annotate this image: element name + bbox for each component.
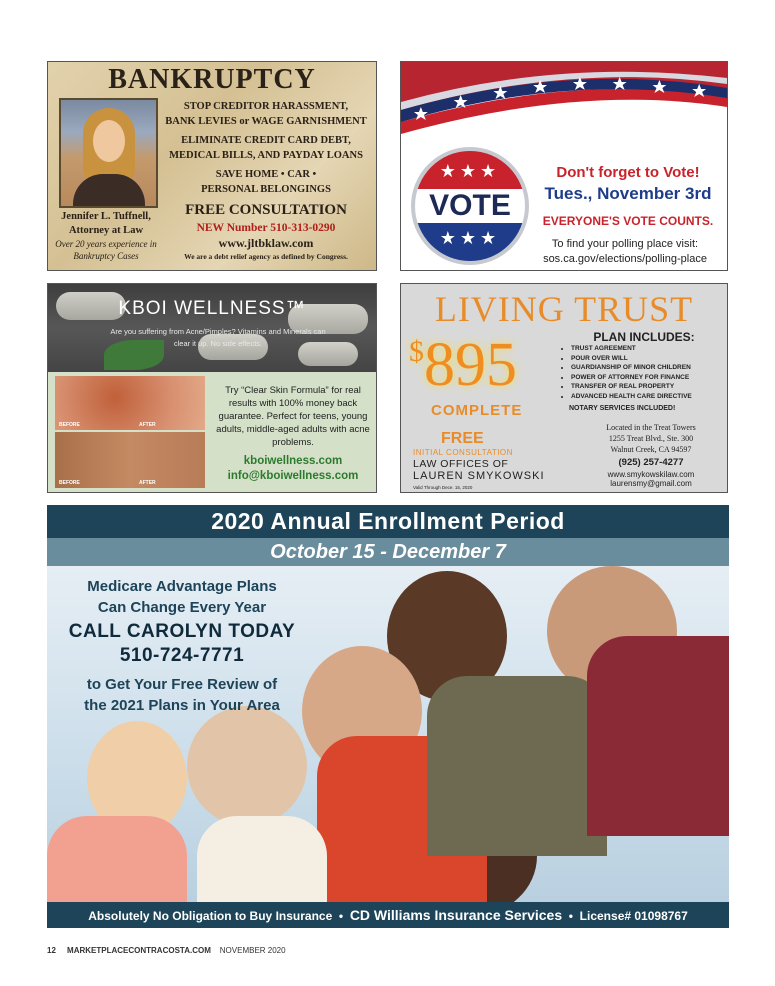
initial-consultation: INITIAL CONSULTATION [413, 448, 513, 457]
bankruptcy-title: BANKRUPTCY [108, 64, 316, 95]
kboi-website-link[interactable]: kboiwellness.com [243, 455, 343, 467]
election-date: Tues., November 3rd [544, 184, 712, 203]
polling-link[interactable]: sos.ca.gov/elections/polling-place [543, 253, 707, 265]
kboi-email-link[interactable]: info@kboiwellness.com [227, 470, 359, 482]
enrollment-footer: Absolutely No Obligation to Buy Insurance • CD Williams Insurance Services • License# 01098767 [47, 902, 729, 928]
kboi-wellness-ad [47, 283, 377, 493]
attorney-photo [59, 98, 158, 208]
email-link[interactable]: laurensmy@gmail.com [610, 479, 692, 488]
complete-label: COMPLETE [431, 402, 523, 419]
phone-number[interactable]: NEW Number 510-313-0290 [196, 222, 336, 234]
website-link[interactable]: www.jltbklaw.com [218, 236, 314, 250]
star-icon: ★★★ [415, 151, 525, 189]
phone-number[interactable]: 510-724-7771 [119, 645, 245, 666]
enrollment-ad [47, 505, 729, 928]
kboi-description: Try “Clear Skin Formula” for real results with 100% money back guarantee. Perfect for teens, young adults, middle-aged adults with acne problems. [216, 385, 370, 448]
living-trust-ad [400, 283, 728, 493]
vote-slogan: EVERYONE'S VOTE COUNTS. [542, 214, 714, 228]
list-item: • TRANSFER OF REAL PROPERTY [571, 382, 692, 392]
price: $895 [409, 331, 517, 399]
call-text: CALL CAROLYN TODAY 510-724-7771 [47, 620, 317, 668]
plan-includes: PLAN INCLUDES: [593, 330, 695, 344]
attorney-experience: Over 20 years experience in Bankruptcy Cases [55, 239, 157, 261]
law-offices: LAW OFFICES OF [413, 458, 509, 470]
valid-through: Valid Through Dece. 15, 2020 [413, 485, 473, 490]
kboi-header [48, 284, 376, 372]
vote-ad [400, 61, 728, 271]
plan-items [559, 344, 692, 401]
lawyer-contact [581, 470, 721, 488]
flag-banner [401, 62, 727, 162]
enrollment-title: 2020 Annual Enrollment Period [47, 505, 729, 538]
list-item: • ADVANCED HEALTH CARE DIRECTIVE [571, 392, 692, 402]
page-number: 12 [47, 946, 56, 955]
polling-info: To find your polling place visit: sos.ca.gov/elections/polling-place [521, 237, 728, 267]
kboi-contact [212, 454, 374, 484]
before-after-photo: BEFORE AFTER [55, 432, 205, 488]
list-item: • POWER OF ATTORNEY FOR FINANCE [571, 373, 692, 383]
page-footer [47, 946, 286, 955]
vote-badge: ★★★ VOTE ★★★ [411, 147, 529, 265]
vote-reminder: Don't forget to Vote! [556, 164, 700, 181]
before-after-photo: BEFORE AFTER [55, 376, 205, 430]
enrollment-dates: October 15 - December 7 [47, 538, 729, 566]
bankruptcy-services: STOP CREDITOR HARASSMENT, BANK LEVIES or WAGE GARNISHMENT ELIMINATE CREDIT CARD DEBT, MEDICAL BILLS, AND PAYDAY LOANS SAVE HOME • CAR • PERSONAL BELONGINGS [165, 101, 367, 195]
issue-date: NOVEMBER 2020 [219, 946, 286, 955]
free-consultation: FREE CONSULTATION [185, 202, 347, 218]
notary-note: NOTARY SERVICES INCLUDED! [569, 405, 676, 412]
bankruptcy-ad [47, 61, 377, 271]
free-label: FREE [441, 430, 484, 447]
site-name[interactable]: MARKETPLACECONTRACOSTA.COM [67, 946, 211, 955]
debt-agency-note: We are a debt relief agency as defined by Congress. [184, 252, 348, 261]
website-link[interactable]: www.smykowskilaw.com [607, 470, 695, 479]
attorney-name: Jennifer L. Tuffnell, Attorney at Law [61, 211, 151, 236]
star-icon: ★★★ [415, 223, 525, 261]
phone-number[interactable]: (925) 257-4277 [618, 457, 684, 468]
living-trust-title: LIVING TRUST [434, 289, 694, 329]
list-item: • TRUST AGREEMENT [571, 344, 692, 354]
list-item: • GUARDIANSHIP OF MINOR CHILDREN [571, 363, 692, 373]
review-text: to Get Your Free Review of the 2021 Plans in Your Area [84, 676, 280, 714]
kboi-title: KBOI WELLNESS™ [118, 298, 306, 319]
office-address: Located in the Treat Towers 1255 Treat Blvd., Ste. 300 Walnut Creek, CA 94597 [606, 423, 696, 454]
group-photo [47, 566, 729, 902]
lawyer-name: LAUREN SMYKOWSKI [413, 470, 545, 482]
medicare-text: Medicare Advantage Plans Can Change Every Year [87, 578, 277, 616]
kboi-question: Are you suffering from Acne/Pimples? Vitamins and Minerals can clear it up. No side effects. [110, 327, 326, 348]
list-item: • POUR OVER WILL [571, 354, 692, 364]
